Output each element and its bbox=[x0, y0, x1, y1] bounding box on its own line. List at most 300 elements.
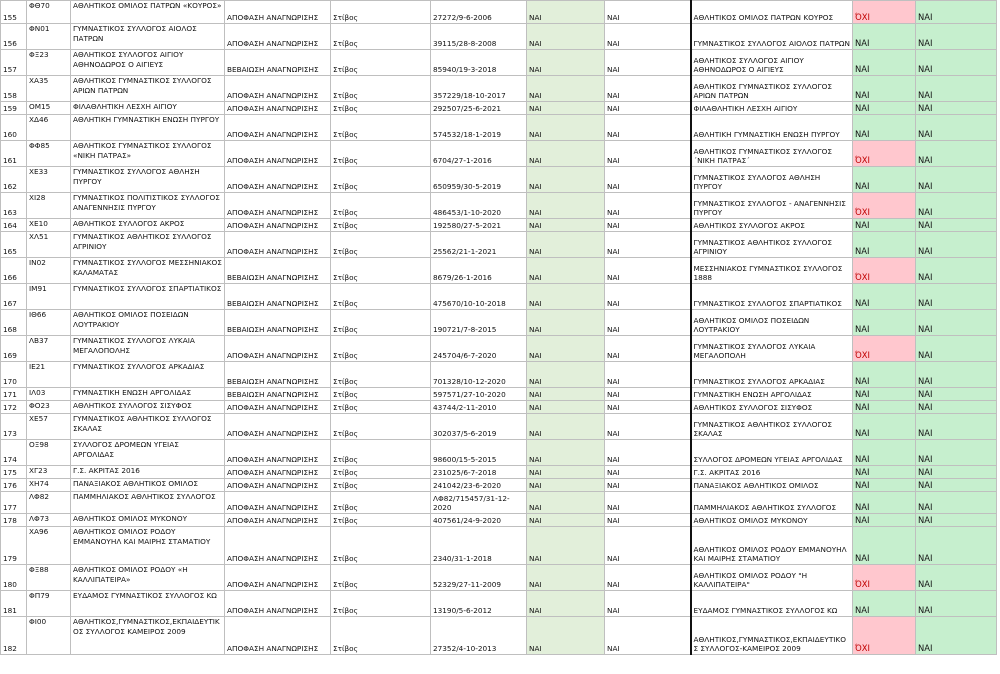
document-type-cell[interactable]: ΑΠΟΦΑΣΗ ΑΝΑΓΝΩΡΙΣΗΣ bbox=[225, 1, 331, 24]
club-code-cell[interactable]: ΟΜ15 bbox=[27, 102, 71, 115]
document-type-cell[interactable]: ΑΠΟΦΑΣΗ ΑΝΑΓΝΩΡΙΣΗΣ bbox=[225, 141, 331, 167]
club-name-cell[interactable]: ΓΥΜΝΑΣΤΙΚΗ ΕΝΩΣΗ ΑΡΓΟΛΙΔΑΣ bbox=[71, 388, 225, 401]
row-number-cell[interactable]: 173 bbox=[1, 414, 27, 440]
reference-number-cell[interactable]: 6704/27-1-2016 bbox=[431, 141, 527, 167]
status-2-cell[interactable]: ΝΑΙ bbox=[916, 479, 997, 492]
registered-name-cell[interactable]: ΓΥΜΝΑΣΤΙΚΟΣ ΣΥΛΛΟΓΟΣ ΑΡΚΑΔΙΑΣ bbox=[691, 362, 853, 388]
club-code-cell[interactable]: ΦΠ79 bbox=[27, 591, 71, 617]
table-row[interactable] bbox=[1, 414, 997, 440]
table-row[interactable] bbox=[1, 336, 997, 362]
table-row[interactable] bbox=[1, 565, 997, 591]
club-code-cell[interactable]: ΧΑ96 bbox=[27, 527, 71, 565]
check-1-cell[interactable]: ΝΑΙ bbox=[527, 527, 605, 565]
registered-name-cell[interactable]: ΑΘΛΗΤΙΚΟΣ ΟΜΙΛΟΣ ΠΑΤΡΩΝ ΚΟΥΡΟΣ bbox=[691, 1, 853, 24]
sport-cell[interactable]: Στίβος bbox=[331, 24, 431, 50]
row-number-cell[interactable]: 164 bbox=[1, 219, 27, 232]
status-1-cell[interactable]: ΝΑΙ bbox=[853, 514, 916, 527]
check-1-cell[interactable]: ΝΑΙ bbox=[527, 401, 605, 414]
registered-name-cell[interactable]: ΣΥΛΛΟΓΟΣ ΔΡΟΜΕΩΝ ΥΓΕΙΑΣ ΑΡΓΟΛΙΔΑΣ bbox=[691, 440, 853, 466]
table-row[interactable] bbox=[1, 362, 997, 388]
status-1-cell[interactable]: ΝΑΙ bbox=[853, 527, 916, 565]
reference-number-cell[interactable]: 574532/18-1-2019 bbox=[431, 115, 527, 141]
document-type-cell[interactable]: ΑΠΟΦΑΣΗ ΑΝΑΓΝΩΡΙΣΗΣ bbox=[225, 76, 331, 102]
status-2-cell[interactable]: ΝΑΙ bbox=[916, 167, 997, 193]
table-row[interactable] bbox=[1, 141, 997, 167]
reference-number-cell[interactable]: 98600/15-5-2015 bbox=[431, 440, 527, 466]
club-code-cell[interactable]: ΧΕ57 bbox=[27, 414, 71, 440]
status-2-cell[interactable]: ΝΑΙ bbox=[916, 219, 997, 232]
table-row[interactable] bbox=[1, 193, 997, 219]
sport-cell[interactable]: Στίβος bbox=[331, 591, 431, 617]
registered-name-cell[interactable]: ΑΘΛΗΤΙΚΟΣ ΟΜΙΛΟΣ ΡΟΔΟΥ "Η ΚΑΛΛΙΠΑΤΕΙΡΑ" bbox=[691, 565, 853, 591]
reference-number-cell[interactable]: 27352/4-10-2013 bbox=[431, 617, 527, 655]
check-2-cell[interactable]: ΝΑΙ bbox=[605, 492, 691, 514]
club-code-cell[interactable]: ΛΦ82 bbox=[27, 492, 71, 514]
status-2-cell[interactable]: ΝΑΙ bbox=[916, 141, 997, 167]
row-number-cell[interactable]: 172 bbox=[1, 401, 27, 414]
status-1-cell[interactable]: ΝΑΙ bbox=[853, 479, 916, 492]
registered-name-cell[interactable]: ΑΘΛΗΤΙΚΟΣ ΟΜΙΛΟΣ ΡΟΔΟΥ ΕΜΜΑΝΟΥΗΛ ΚΑΙ ΜΑΙΡΗΣ ΣΤΑΜΑΤΙΟΥ bbox=[691, 527, 853, 565]
check-2-cell[interactable]: ΝΑΙ bbox=[605, 617, 691, 655]
check-1-cell[interactable]: ΝΑΙ bbox=[527, 617, 605, 655]
reference-number-cell[interactable]: 231025/6-7-2018 bbox=[431, 466, 527, 479]
document-type-cell[interactable]: ΑΠΟΦΑΣΗ ΑΝΑΓΝΩΡΙΣΗΣ bbox=[225, 336, 331, 362]
sport-cell[interactable]: Στίβος bbox=[331, 466, 431, 479]
reference-number-cell[interactable]: 52329/27-11-2009 bbox=[431, 565, 527, 591]
check-1-cell[interactable]: ΝΑΙ bbox=[527, 466, 605, 479]
registered-name-cell[interactable]: Γ.Σ. ΑΚΡΙΤΑΣ 2016 bbox=[691, 466, 853, 479]
registered-name-cell[interactable]: ΓΥΜΝΑΣΤΙΚΟΣ ΑΘΛΗΤΙΚΟΣ ΣΥΛΛΟΓΟΣ ΣΚΑΛΑΣ bbox=[691, 414, 853, 440]
row-number-cell[interactable]: 159 bbox=[1, 102, 27, 115]
status-1-cell[interactable]: ΝΑΙ bbox=[853, 440, 916, 466]
sport-cell[interactable]: Στίβος bbox=[331, 50, 431, 76]
club-name-cell[interactable]: ΓΥΜΝΑΣΤΙΚΟΣ ΑΘΛΗΤΙΚΟΣ ΣΥΛΛΟΓΟΣ ΣΚΑΛΑΣ bbox=[71, 414, 225, 440]
registered-name-cell[interactable]: ΠΑΝΑΞΙΑΚΟΣ ΑΘΛΗΤΙΚΟΣ ΟΜΙΛΟΣ bbox=[691, 479, 853, 492]
document-type-cell[interactable]: ΑΠΟΦΑΣΗ ΑΝΑΓΝΩΡΙΣΗΣ bbox=[225, 527, 331, 565]
status-2-cell[interactable]: ΝΑΙ bbox=[916, 102, 997, 115]
check-2-cell[interactable]: ΝΑΙ bbox=[605, 167, 691, 193]
check-2-cell[interactable]: ΝΑΙ bbox=[605, 1, 691, 24]
reference-number-cell[interactable]: 407561/24-9-2020 bbox=[431, 514, 527, 527]
check-1-cell[interactable]: ΝΑΙ bbox=[527, 76, 605, 102]
status-1-cell[interactable]: ΌΧΙ bbox=[853, 617, 916, 655]
row-number-cell[interactable]: 175 bbox=[1, 466, 27, 479]
check-2-cell[interactable]: ΝΑΙ bbox=[605, 193, 691, 219]
check-2-cell[interactable]: ΝΑΙ bbox=[605, 527, 691, 565]
sport-cell[interactable]: Στίβος bbox=[331, 115, 431, 141]
club-name-cell[interactable]: ΑΘΛΗΤΙΚΟΣ ΟΜΙΛΟΣ ΜΥΚΟΝΟΥ bbox=[71, 514, 225, 527]
table-row[interactable] bbox=[1, 310, 997, 336]
check-2-cell[interactable]: ΝΑΙ bbox=[605, 591, 691, 617]
club-name-cell[interactable]: ΑΘΛΗΤΙΚΟΣ,ΓΥΜΝΑΣΤΙΚΟΣ,ΕΚΠΑΙΔΕΥΤΙΚΟΣ ΣΥΛΛΟΓΟΣ ΚΑΜΕΙΡΟΣ 2009 bbox=[71, 617, 225, 655]
table-row[interactable] bbox=[1, 514, 997, 527]
check-2-cell[interactable]: ΝΑΙ bbox=[605, 50, 691, 76]
table-row[interactable] bbox=[1, 617, 997, 655]
status-2-cell[interactable]: ΝΑΙ bbox=[916, 492, 997, 514]
table-row[interactable] bbox=[1, 388, 997, 401]
table-row[interactable] bbox=[1, 24, 997, 50]
club-name-cell[interactable]: ΑΘΛΗΤΙΚΟΣ ΣΥΛΛΟΓΟΣ ΣΙΣΥΦΟΣ bbox=[71, 401, 225, 414]
sport-cell[interactable]: Στίβος bbox=[331, 219, 431, 232]
status-2-cell[interactable]: ΝΑΙ bbox=[916, 565, 997, 591]
status-1-cell[interactable]: ΝΑΙ bbox=[853, 466, 916, 479]
row-number-cell[interactable]: 176 bbox=[1, 479, 27, 492]
club-name-cell[interactable]: ΓΥΜΝΑΣΤΙΚΟΣ ΣΥΛΛΟΓΟΣ ΛΥΚΑΙΑ ΜΕΓΑΛΟΠΟΛΗΣ bbox=[71, 336, 225, 362]
table-row[interactable] bbox=[1, 401, 997, 414]
status-2-cell[interactable]: ΝΑΙ bbox=[916, 591, 997, 617]
document-type-cell[interactable]: ΒΕΒΑΙΩΣΗ ΑΝΑΓΝΩΡΙΣΗΣ bbox=[225, 258, 331, 284]
club-name-cell[interactable]: ΑΘΛΗΤΙΚΟΣ ΟΜΙΛΟΣ ΠΑΤΡΩΝ «ΚΟΥΡΟΣ» bbox=[71, 1, 225, 24]
table-row[interactable] bbox=[1, 232, 997, 258]
check-1-cell[interactable]: ΝΑΙ bbox=[527, 284, 605, 310]
club-code-cell[interactable]: ΦΞ88 bbox=[27, 565, 71, 591]
check-2-cell[interactable]: ΝΑΙ bbox=[605, 565, 691, 591]
row-number-cell[interactable]: 161 bbox=[1, 141, 27, 167]
registered-name-cell[interactable]: ΑΘΛΗΤΙΚΟΣ ΓΥΜΝΑΣΤΙΚΟΣ ΣΥΛΛΟΓΟΣ ΑΡΙΩΝ ΠΑΤΡΩΝ bbox=[691, 76, 853, 102]
club-name-cell[interactable]: ΓΥΜΝΑΣΤΙΚΟΣ ΣΥΛΛΟΓΟΣ ΑΘΛΗΣΗ ΠΥΡΓΟΥ bbox=[71, 167, 225, 193]
club-name-cell[interactable]: ΓΥΜΝΑΣΤΙΚΟΣ ΣΥΛΛΟΓΟΣ ΜΕΣΣΗΝΙΑΚΟΣ ΚΑΛΑΜΑΤΑΣ bbox=[71, 258, 225, 284]
check-1-cell[interactable]: ΝΑΙ bbox=[527, 219, 605, 232]
status-2-cell[interactable]: ΝΑΙ bbox=[916, 336, 997, 362]
status-2-cell[interactable]: ΝΑΙ bbox=[916, 414, 997, 440]
status-1-cell[interactable]: ΝΑΙ bbox=[853, 76, 916, 102]
row-number-cell[interactable]: 167 bbox=[1, 284, 27, 310]
check-1-cell[interactable]: ΝΑΙ bbox=[527, 414, 605, 440]
document-type-cell[interactable]: ΑΠΟΦΑΣΗ ΑΝΑΓΝΩΡΙΣΗΣ bbox=[225, 24, 331, 50]
status-1-cell[interactable]: ΝΑΙ bbox=[853, 284, 916, 310]
check-1-cell[interactable]: ΝΑΙ bbox=[527, 514, 605, 527]
table-row[interactable] bbox=[1, 527, 997, 565]
status-2-cell[interactable]: ΝΑΙ bbox=[916, 440, 997, 466]
row-number-cell[interactable]: 166 bbox=[1, 258, 27, 284]
club-name-cell[interactable]: ΑΘΛΗΤΙΚΟΣ ΣΥΛΛΟΓΟΣ ΑΙΓΙΟΥ ΑΘΗΝΟΔΩΡΟΣ Ο ΑΙΓΙΕΥΣ bbox=[71, 50, 225, 76]
sport-cell[interactable]: Στίβος bbox=[331, 1, 431, 24]
status-2-cell[interactable]: ΝΑΙ bbox=[916, 24, 997, 50]
row-number-cell[interactable]: 163 bbox=[1, 193, 27, 219]
status-2-cell[interactable]: ΝΑΙ bbox=[916, 527, 997, 565]
status-1-cell[interactable]: ΝΑΙ bbox=[853, 414, 916, 440]
document-type-cell[interactable]: ΑΠΟΦΑΣΗ ΑΝΑΓΝΩΡΙΣΗΣ bbox=[225, 401, 331, 414]
sport-cell[interactable]: Στίβος bbox=[331, 76, 431, 102]
status-2-cell[interactable]: ΝΑΙ bbox=[916, 514, 997, 527]
check-2-cell[interactable]: ΝΑΙ bbox=[605, 440, 691, 466]
status-2-cell[interactable]: ΝΑΙ bbox=[916, 193, 997, 219]
registered-name-cell[interactable]: ΓΥΜΝΑΣΤΙΚΟΣ ΣΥΛΛΟΓΟΣ ΛΥΚΑΙΑ ΜΕΓΑΛΟΠΟΛΗ bbox=[691, 336, 853, 362]
sport-cell[interactable]: Στίβος bbox=[331, 336, 431, 362]
document-type-cell[interactable]: ΑΠΟΦΑΣΗ ΑΝΑΓΝΩΡΙΣΗΣ bbox=[225, 479, 331, 492]
club-name-cell[interactable]: ΑΘΛΗΤΙΚΟΣ ΟΜΙΛΟΣ ΡΟΔΟΥ ΕΜΜΑΝΟΥΗΛ ΚΑΙ ΜΑΙΡΗΣ ΣΤΑΜΑΤΙΟΥ bbox=[71, 527, 225, 565]
status-2-cell[interactable]: ΝΑΙ bbox=[916, 258, 997, 284]
table-row[interactable] bbox=[1, 115, 997, 141]
status-2-cell[interactable]: ΝΑΙ bbox=[916, 401, 997, 414]
check-1-cell[interactable]: ΝΑΙ bbox=[527, 336, 605, 362]
status-2-cell[interactable]: ΝΑΙ bbox=[916, 284, 997, 310]
sport-cell[interactable]: Στίβος bbox=[331, 102, 431, 115]
check-1-cell[interactable]: ΝΑΙ bbox=[527, 591, 605, 617]
document-type-cell[interactable]: ΑΠΟΦΑΣΗ ΑΝΑΓΝΩΡΙΣΗΣ bbox=[225, 440, 331, 466]
check-1-cell[interactable]: ΝΑΙ bbox=[527, 24, 605, 50]
row-number-cell[interactable]: 165 bbox=[1, 232, 27, 258]
status-1-cell[interactable]: ΌΧΙ bbox=[853, 565, 916, 591]
sport-cell[interactable]: Στίβος bbox=[331, 193, 431, 219]
check-2-cell[interactable]: ΝΑΙ bbox=[605, 219, 691, 232]
club-name-cell[interactable]: ΕΥΔΑΜΟΣ ΓΥΜΝΑΣΤΙΚΟΣ ΣΥΛΛΟΓΟΣ ΚΩ bbox=[71, 591, 225, 617]
club-code-cell[interactable]: ΛΒ37 bbox=[27, 336, 71, 362]
status-1-cell[interactable]: ΌΧΙ bbox=[853, 193, 916, 219]
document-type-cell[interactable]: ΑΠΟΦΑΣΗ ΑΝΑΓΝΩΡΙΣΗΣ bbox=[225, 115, 331, 141]
club-name-cell[interactable]: ΑΘΛΗΤΙΚΟΣ ΓΥΜΝΑΣΤΙΚΟΣ ΣΥΛΛΟΓΟΣ ΑΡΙΩΝ ΠΑΤΡΩΝ bbox=[71, 76, 225, 102]
status-1-cell[interactable]: ΝΑΙ bbox=[853, 232, 916, 258]
reference-number-cell[interactable]: 27272/9-6-2006 bbox=[431, 1, 527, 24]
sport-cell[interactable]: Στίβος bbox=[331, 492, 431, 514]
document-type-cell[interactable]: ΑΠΟΦΑΣΗ ΑΝΑΓΝΩΡΙΣΗΣ bbox=[225, 219, 331, 232]
status-2-cell[interactable]: ΝΑΙ bbox=[916, 1, 997, 24]
sport-cell[interactable]: Στίβος bbox=[331, 388, 431, 401]
sport-cell[interactable]: Στίβος bbox=[331, 258, 431, 284]
registered-name-cell[interactable]: ΑΘΛΗΤΙΚΟΣ ΟΜΙΛΟΣ ΜΥΚΟΝΟΥ bbox=[691, 514, 853, 527]
reference-number-cell[interactable]: 357229/18-10-2017 bbox=[431, 76, 527, 102]
row-number-cell[interactable]: 169 bbox=[1, 336, 27, 362]
check-1-cell[interactable]: ΝΑΙ bbox=[527, 102, 605, 115]
registered-name-cell[interactable]: ΓΥΜΝΑΣΤΙΚΗ ΕΝΩΣΗ ΑΡΓΟΛΙΔΑΣ bbox=[691, 388, 853, 401]
table-row[interactable] bbox=[1, 440, 997, 466]
status-1-cell[interactable]: ΌΧΙ bbox=[853, 141, 916, 167]
reference-number-cell[interactable]: 486453/1-10-2020 bbox=[431, 193, 527, 219]
reference-number-cell[interactable]: 597571/27-10-2020 bbox=[431, 388, 527, 401]
registered-name-cell[interactable]: ΑΘΛΗΤΙΚΗ ΓΥΜΝΑΣΤΙΚΗ ΕΝΩΣΗ ΠΥΡΓΟΥ bbox=[691, 115, 853, 141]
table-row[interactable] bbox=[1, 50, 997, 76]
status-2-cell[interactable]: ΝΑΙ bbox=[916, 50, 997, 76]
club-code-cell[interactable]: ΙΝ02 bbox=[27, 258, 71, 284]
registered-name-cell[interactable]: ΓΥΜΝΑΣΤΙΚΟΣ ΑΘΛΗΤΙΚΟΣ ΣΥΛΛΟΓΟΣ ΑΓΡΙΝΙΟΥ bbox=[691, 232, 853, 258]
status-2-cell[interactable]: ΝΑΙ bbox=[916, 362, 997, 388]
document-type-cell[interactable]: ΑΠΟΦΑΣΗ ΑΝΑΓΝΩΡΙΣΗΣ bbox=[225, 102, 331, 115]
check-1-cell[interactable]: ΝΑΙ bbox=[527, 50, 605, 76]
status-2-cell[interactable]: ΝΑΙ bbox=[916, 115, 997, 141]
club-code-cell[interactable]: ΙΜ91 bbox=[27, 284, 71, 310]
check-1-cell[interactable]: ΝΑΙ bbox=[527, 193, 605, 219]
reference-number-cell[interactable]: 85940/19-3-2018 bbox=[431, 50, 527, 76]
club-code-cell[interactable]: ΦΝ01 bbox=[27, 24, 71, 50]
row-number-cell[interactable]: 157 bbox=[1, 50, 27, 76]
check-1-cell[interactable]: ΝΑΙ bbox=[527, 232, 605, 258]
check-1-cell[interactable]: ΝΑΙ bbox=[527, 440, 605, 466]
reference-number-cell[interactable]: ΛΦ82/715457/31-12-2020 bbox=[431, 492, 527, 514]
check-1-cell[interactable]: ΝΑΙ bbox=[527, 258, 605, 284]
row-number-cell[interactable]: 158 bbox=[1, 76, 27, 102]
check-1-cell[interactable]: ΝΑΙ bbox=[527, 115, 605, 141]
club-name-cell[interactable]: ΓΥΜΝΑΣΤΙΚΟΣ ΑΘΛΗΤΙΚΟΣ ΣΥΛΛΟΓΟΣ ΑΓΡΙΝΙΟΥ bbox=[71, 232, 225, 258]
sport-cell[interactable]: Στίβος bbox=[331, 232, 431, 258]
status-2-cell[interactable]: ΝΑΙ bbox=[916, 617, 997, 655]
document-type-cell[interactable]: ΑΠΟΦΑΣΗ ΑΝΑΓΝΩΡΙΣΗΣ bbox=[225, 167, 331, 193]
document-type-cell[interactable]: ΑΠΟΦΑΣΗ ΑΝΑΓΝΩΡΙΣΗΣ bbox=[225, 514, 331, 527]
row-number-cell[interactable]: 182 bbox=[1, 617, 27, 655]
check-2-cell[interactable]: ΝΑΙ bbox=[605, 336, 691, 362]
club-code-cell[interactable]: ΙΕ21 bbox=[27, 362, 71, 388]
club-code-cell[interactable]: ΧΙ28 bbox=[27, 193, 71, 219]
row-number-cell[interactable]: 179 bbox=[1, 527, 27, 565]
check-1-cell[interactable]: ΝΑΙ bbox=[527, 362, 605, 388]
status-1-cell[interactable]: ΝΑΙ bbox=[853, 401, 916, 414]
status-1-cell[interactable]: ΝΑΙ bbox=[853, 492, 916, 514]
reference-number-cell[interactable]: 2340/31-1-2018 bbox=[431, 527, 527, 565]
sport-cell[interactable]: Στίβος bbox=[331, 617, 431, 655]
table-row[interactable] bbox=[1, 102, 997, 115]
reference-number-cell[interactable]: 13190/5-6-2012 bbox=[431, 591, 527, 617]
check-2-cell[interactable]: ΝΑΙ bbox=[605, 362, 691, 388]
sport-cell[interactable]: Στίβος bbox=[331, 284, 431, 310]
document-type-cell[interactable]: ΒΕΒΑΙΩΣΗ ΑΝΑΓΝΩΡΙΣΗΣ bbox=[225, 362, 331, 388]
table-row[interactable] bbox=[1, 219, 997, 232]
club-name-cell[interactable]: ΠΑΝΑΞΙΑΚΟΣ ΑΘΛΗΤΙΚΟΣ ΟΜΙΛΟΣ bbox=[71, 479, 225, 492]
table-row[interactable] bbox=[1, 258, 997, 284]
check-1-cell[interactable]: ΝΑΙ bbox=[527, 388, 605, 401]
status-2-cell[interactable]: ΝΑΙ bbox=[916, 310, 997, 336]
status-2-cell[interactable]: ΝΑΙ bbox=[916, 388, 997, 401]
check-2-cell[interactable]: ΝΑΙ bbox=[605, 76, 691, 102]
status-1-cell[interactable]: ΝΑΙ bbox=[853, 362, 916, 388]
status-1-cell[interactable]: ΌΧΙ bbox=[853, 1, 916, 24]
row-number-cell[interactable]: 156 bbox=[1, 24, 27, 50]
status-1-cell[interactable]: ΝΑΙ bbox=[853, 102, 916, 115]
status-1-cell[interactable]: ΌΧΙ bbox=[853, 258, 916, 284]
check-1-cell[interactable]: ΝΑΙ bbox=[527, 1, 605, 24]
document-type-cell[interactable]: ΒΕΒΑΙΩΣΗ ΑΝΑΓΝΩΡΙΣΗΣ bbox=[225, 50, 331, 76]
club-code-cell[interactable]: ΧΓ23 bbox=[27, 466, 71, 479]
reference-number-cell[interactable]: 302037/5-6-2019 bbox=[431, 414, 527, 440]
club-name-cell[interactable]: ΑΘΛΗΤΙΚΟΣ ΟΜΙΛΟΣ ΠΟΣΕΙΔΩΝ ΛΟΥΤΡΑΚΙΟΥ bbox=[71, 310, 225, 336]
row-number-cell[interactable]: 178 bbox=[1, 514, 27, 527]
club-code-cell[interactable]: ΦΞ23 bbox=[27, 50, 71, 76]
club-code-cell[interactable]: ΧΗ74 bbox=[27, 479, 71, 492]
registered-name-cell[interactable]: ΜΕΣΣΗΝΙΑΚΟΣ ΓΥΜΝΑΣΤΙΚΟΣ ΣΥΛΛΟΓΟΣ 1888 bbox=[691, 258, 853, 284]
status-1-cell[interactable]: ΝΑΙ bbox=[853, 310, 916, 336]
status-1-cell[interactable]: ΝΑΙ bbox=[853, 50, 916, 76]
club-name-cell[interactable]: ΑΘΛΗΤΙΚΟΣ ΟΜΙΛΟΣ ΡΟΔΟΥ «Η ΚΑΛΛΙΠΑΤΕΙΡΑ» bbox=[71, 565, 225, 591]
status-1-cell[interactable]: ΝΑΙ bbox=[853, 388, 916, 401]
table-row[interactable] bbox=[1, 591, 997, 617]
document-type-cell[interactable]: ΑΠΟΦΑΣΗ ΑΝΑΓΝΩΡΙΣΗΣ bbox=[225, 565, 331, 591]
table-row[interactable] bbox=[1, 284, 997, 310]
sport-cell[interactable]: Στίβος bbox=[331, 167, 431, 193]
registered-name-cell[interactable]: ΑΘΛΗΤΙΚΟΣ ΓΥΜΝΑΣΤΙΚΟΣ ΣΥΛΛΟΓΟΣ ΄ΝΙΚΗ ΠΑΤΡΑΣ΄ bbox=[691, 141, 853, 167]
registered-name-cell[interactable]: ΓΥΜΝΑΣΤΙΚΟΣ ΣΥΛΛΟΓΟΣ ΑΘΛΗΣΗ ΠΥΡΓΟΥ bbox=[691, 167, 853, 193]
row-number-cell[interactable]: 174 bbox=[1, 440, 27, 466]
club-code-cell[interactable]: ΧΑ35 bbox=[27, 76, 71, 102]
table-row[interactable] bbox=[1, 492, 997, 514]
reference-number-cell[interactable]: 25562/21-1-2021 bbox=[431, 232, 527, 258]
registered-name-cell[interactable]: ΑΘΛΗΤΙΚΟΣ ΣΥΛΛΟΓΟΣ ΑΙΓΙΟΥ ΑΘΗΝΟΔΩΡΟΣ Ο ΑΙΓΙΕΥΣ bbox=[691, 50, 853, 76]
check-2-cell[interactable]: ΝΑΙ bbox=[605, 466, 691, 479]
document-type-cell[interactable]: ΑΠΟΦΑΣΗ ΑΝΑΓΝΩΡΙΣΗΣ bbox=[225, 232, 331, 258]
sport-cell[interactable]: Στίβος bbox=[331, 527, 431, 565]
sport-cell[interactable]: Στίβος bbox=[331, 362, 431, 388]
reference-number-cell[interactable]: 650959/30-5-2019 bbox=[431, 167, 527, 193]
sport-cell[interactable]: Στίβος bbox=[331, 310, 431, 336]
row-number-cell[interactable]: 180 bbox=[1, 565, 27, 591]
club-code-cell[interactable]: ΙΘ66 bbox=[27, 310, 71, 336]
document-type-cell[interactable]: ΑΠΟΦΑΣΗ ΑΝΑΓΝΩΡΙΣΗΣ bbox=[225, 492, 331, 514]
check-1-cell[interactable]: ΝΑΙ bbox=[527, 310, 605, 336]
document-type-cell[interactable]: ΑΠΟΦΑΣΗ ΑΝΑΓΝΩΡΙΣΗΣ bbox=[225, 414, 331, 440]
table-row[interactable] bbox=[1, 1, 997, 24]
reference-number-cell[interactable]: 192580/27-5-2021 bbox=[431, 219, 527, 232]
club-code-cell[interactable]: ΙΛ03 bbox=[27, 388, 71, 401]
registered-name-cell[interactable]: ΑΘΛΗΤΙΚΟΣ ΣΥΛΛΟΓΟΣ ΑΚΡΟΣ bbox=[691, 219, 853, 232]
club-name-cell[interactable]: ΓΥΜΝΑΣΤΙΚΟΣ ΣΥΛΛΟΓΟΣ ΣΠΑΡΤΙΑΤΙΚΟΣ bbox=[71, 284, 225, 310]
reference-number-cell[interactable]: 241042/23-6-2020 bbox=[431, 479, 527, 492]
club-name-cell[interactable]: ΑΘΛΗΤΙΚΟΣ ΣΥΛΛΟΓΟΣ ΑΚΡΟΣ bbox=[71, 219, 225, 232]
sport-cell[interactable]: Στίβος bbox=[331, 514, 431, 527]
row-number-cell[interactable]: 181 bbox=[1, 591, 27, 617]
club-name-cell[interactable]: Γ.Σ. ΑΚΡΙΤΑΣ 2016 bbox=[71, 466, 225, 479]
registered-name-cell[interactable]: ΓΥΜΝΑΣΤΙΚΟΣ ΣΥΛΛΟΓΟΣ ΑΙΟΛΟΣ ΠΑΤΡΩΝ bbox=[691, 24, 853, 50]
status-2-cell[interactable]: ΝΑΙ bbox=[916, 232, 997, 258]
row-number-cell[interactable]: 170 bbox=[1, 362, 27, 388]
document-type-cell[interactable]: ΒΕΒΑΙΩΣΗ ΑΝΑΓΝΩΡΙΣΗΣ bbox=[225, 284, 331, 310]
check-2-cell[interactable]: ΝΑΙ bbox=[605, 284, 691, 310]
club-code-cell[interactable]: ΧΕ33 bbox=[27, 167, 71, 193]
club-code-cell[interactable]: ΧΛ51 bbox=[27, 232, 71, 258]
sport-cell[interactable]: Στίβος bbox=[331, 479, 431, 492]
table-row[interactable] bbox=[1, 167, 997, 193]
status-1-cell[interactable]: ΝΑΙ bbox=[853, 219, 916, 232]
sport-cell[interactable]: Στίβος bbox=[331, 141, 431, 167]
club-code-cell[interactable]: ΦΟ23 bbox=[27, 401, 71, 414]
reference-number-cell[interactable]: 245704/6-7-2020 bbox=[431, 336, 527, 362]
table-row[interactable] bbox=[1, 466, 997, 479]
club-code-cell[interactable]: ΟΞ98 bbox=[27, 440, 71, 466]
row-number-cell[interactable]: 171 bbox=[1, 388, 27, 401]
club-name-cell[interactable]: ΑΘΛΗΤΙΚΟΣ ΓΥΜΝΑΣΤΙΚΟΣ ΣΥΛΛΟΓΟΣ «ΝΙΚΗ ΠΑΤΡΑΣ» bbox=[71, 141, 225, 167]
row-number-cell[interactable]: 162 bbox=[1, 167, 27, 193]
row-number-cell[interactable]: 155 bbox=[1, 1, 27, 24]
check-1-cell[interactable]: ΝΑΙ bbox=[527, 565, 605, 591]
sport-cell[interactable]: Στίβος bbox=[331, 401, 431, 414]
club-code-cell[interactable]: ΦΘ70 bbox=[27, 1, 71, 24]
check-2-cell[interactable]: ΝΑΙ bbox=[605, 479, 691, 492]
check-1-cell[interactable]: ΝΑΙ bbox=[527, 141, 605, 167]
club-name-cell[interactable]: ΑΘΛΗΤΙΚΗ ΓΥΜΝΑΣΤΙΚΗ ΕΝΩΣΗ ΠΥΡΓΟΥ bbox=[71, 115, 225, 141]
reference-number-cell[interactable]: 701328/10-12-2020 bbox=[431, 362, 527, 388]
registered-name-cell[interactable]: ΦΙΛΑΘΛΗΤΙΚΗ ΛΕΣΧΗ ΑΙΓΙΟΥ bbox=[691, 102, 853, 115]
club-name-cell[interactable]: ΓΥΜΝΑΣΤΙΚΟΣ ΣΥΛΛΟΓΟΣ ΑΙΟΛΟΣ ΠΑΤΡΩΝ bbox=[71, 24, 225, 50]
registered-name-cell[interactable]: ΑΘΛΗΤΙΚΟΣ ΣΥΛΛΟΓΟΣ ΣΙΣΥΦΟΣ bbox=[691, 401, 853, 414]
check-2-cell[interactable]: ΝΑΙ bbox=[605, 141, 691, 167]
check-1-cell[interactable]: ΝΑΙ bbox=[527, 479, 605, 492]
row-number-cell[interactable]: 177 bbox=[1, 492, 27, 514]
registered-name-cell[interactable]: ΠΑΜΜΗΛΙΑΚΟΣ ΑΘΛΗΤΙΚΟΣ ΣΥΛΛΟΓΟΣ bbox=[691, 492, 853, 514]
registered-name-cell[interactable]: ΓΥΜΝΑΣΤΙΚΟΣ ΣΥΛΛΟΓΟΣ - ΑΝΑΓΕΝΝΗΣΙΣ ΠΥΡΓΟΥ bbox=[691, 193, 853, 219]
check-2-cell[interactable]: ΝΑΙ bbox=[605, 514, 691, 527]
sport-cell[interactable]: Στίβος bbox=[331, 565, 431, 591]
table-row[interactable] bbox=[1, 479, 997, 492]
check-2-cell[interactable]: ΝΑΙ bbox=[605, 232, 691, 258]
reference-number-cell[interactable]: 8679/26-1-2016 bbox=[431, 258, 527, 284]
row-number-cell[interactable]: 160 bbox=[1, 115, 27, 141]
reference-number-cell[interactable]: 39115/28-8-2008 bbox=[431, 24, 527, 50]
check-2-cell[interactable]: ΝΑΙ bbox=[605, 258, 691, 284]
check-1-cell[interactable]: ΝΑΙ bbox=[527, 492, 605, 514]
registered-name-cell[interactable]: ΑΘΛΗΤΙΚΟΣ,ΓΥΜΝΑΣΤΙΚΟΣ,ΕΚΠΑΙΔΕΥΤΙΚΟΣ ΣΥΛΛΟΓΟΣ-ΚΑΜΕΙΡΟΣ 2009 bbox=[691, 617, 853, 655]
table-row[interactable] bbox=[1, 76, 997, 102]
club-name-cell[interactable]: ΠΑΜΜΗΛΙΑΚΟΣ ΑΘΛΗΤΙΚΟΣ ΣΥΛΛΟΓΟΣ bbox=[71, 492, 225, 514]
status-2-cell[interactable]: ΝΑΙ bbox=[916, 466, 997, 479]
check-2-cell[interactable]: ΝΑΙ bbox=[605, 310, 691, 336]
club-code-cell[interactable]: ΛΦ73 bbox=[27, 514, 71, 527]
document-type-cell[interactable]: ΑΠΟΦΑΣΗ ΑΝΑΓΝΩΡΙΣΗΣ bbox=[225, 193, 331, 219]
